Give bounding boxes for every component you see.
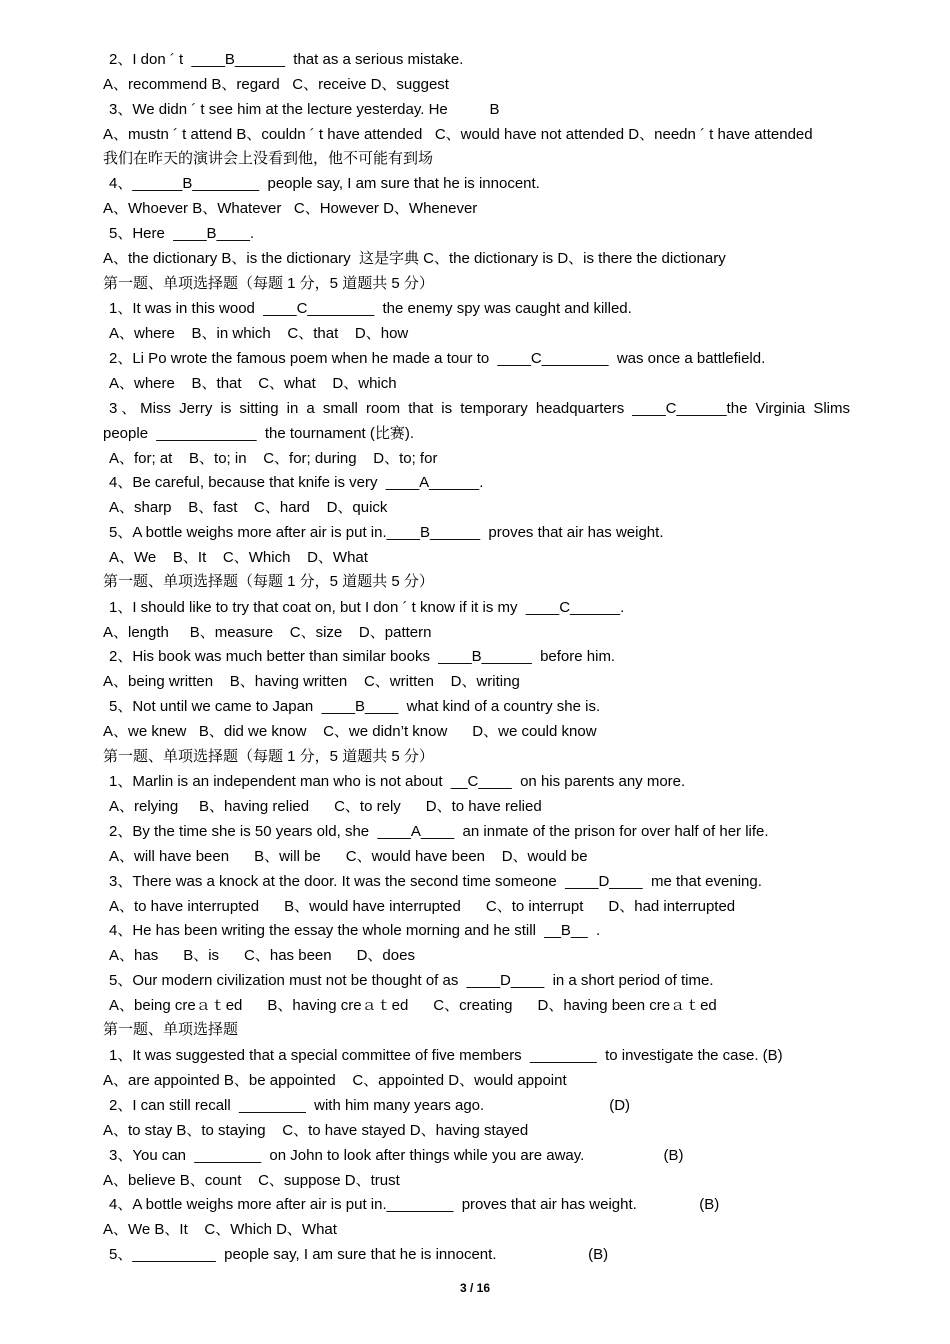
question-text: 1、It was in this wood ____C________ the enemy spy was caught and killed.: [109, 300, 632, 317]
explanation-text: 我们在昨天的演讲会上没看到他，他不可能有到场: [103, 150, 434, 167]
answer-options: A、being creａｔed B、having creａｔed C、creating D、having been creａｔed: [109, 997, 717, 1014]
question-text: 3、Miss Jerry is sitting in a small room that is temporary headquarters ____C______the Virginia Slims: [109, 400, 850, 417]
question-text: 2、Li Po wrote the famous poem when he made a tour to ____C________ was once a battlefield.: [109, 350, 766, 367]
answer-options: A、for; at B、to; in C、for; during D、to; for: [109, 450, 438, 467]
question-text: 1、Marlin is an independent man who is not about __C____ on his parents any more.: [109, 773, 686, 790]
question-text: 2、I don ´ t ____B______ that as a serious mistake.: [109, 51, 464, 68]
answer-options: A、believe B、count C、suppose D、trust: [103, 1172, 400, 1189]
question-text: 2、I can still recall ________ with him many years ago. (D): [109, 1097, 631, 1114]
answer-options: A、We B、It C、Which D、What: [109, 549, 368, 566]
answer-options: A、to have interrupted B、would have interrupted C、to interrupt D、had interrupted: [109, 898, 736, 915]
answer-options: A、relying B、having relied C、to rely D、to have relied: [109, 798, 542, 815]
section-heading: 第一题、单项选择题（每题 1 分，5 道题共 5 分）: [103, 275, 434, 292]
question-text: 3、There was a knock at the door. It was the second time someone ____D____ me that evening.: [109, 873, 762, 890]
question-text: 4、Be careful, because that knife is very ____A______.: [109, 474, 484, 491]
question-text: 1、I should like to try that coat on, but I don ´ t know if it is my ____C______.: [109, 599, 625, 616]
answer-options: A、where B、that C、what D、which: [109, 375, 397, 392]
answer-options: A、Whoever B、Whatever C、However D、Whenever: [103, 200, 478, 217]
question-text: 4、A bottle weighs more after air is put in.________ proves that air has weight. (B): [109, 1196, 720, 1213]
answer-options: A、sharp B、fast C、hard D、quick: [109, 499, 388, 516]
question-text: 4、He has been writing the essay the whole morning and he still __B__ .: [109, 922, 601, 939]
question-text: 1、It was suggested that a special committee of five members ________ to investigate the case. (B): [109, 1047, 783, 1064]
question-text: 5、Our modern civilization must not be thought of as ____D____ in a short period of time.: [109, 972, 714, 989]
question-text: 5、A bottle weighs more after air is put in.____B______ proves that air has weight.: [109, 524, 664, 541]
answer-options: A、we knew B、did we know C、we didn’t know D、we could know: [103, 723, 597, 740]
question-text: 5、Here ____B____.: [109, 225, 255, 242]
answer-options: A、to stay B、to staying C、to have stayed D、having stayed: [103, 1122, 529, 1139]
answer-options: A、length B、measure C、size D、pattern: [103, 624, 432, 641]
question-text: 4、______B________ people say, I am sure that he is innocent.: [109, 175, 540, 192]
answer-options: A、where B、in which C、that D、how: [109, 325, 409, 342]
question-text: 2、His book was much better than similar books ____B______ before him.: [109, 648, 616, 665]
section-heading: 第一题、单项选择题（每题 1 分，5 道题共 5 分）: [103, 573, 434, 590]
question-text: 5、Not until we came to Japan ____B____ what kind of a country she is.: [109, 698, 601, 715]
answer-options: A、being written B、having written C、written D、writing: [103, 673, 520, 690]
question-text: 3、You can ________ on John to look after things while you are away. (B): [109, 1147, 684, 1164]
section-heading: 第一题、单项选择题: [103, 1021, 239, 1038]
question-text-continued: people ____________ the tournament (比赛).: [103, 425, 415, 442]
answer-options: A、We B、It C、Which D、What: [103, 1221, 337, 1238]
question-text: 2、By the time she is 50 years old, she ____A____ an inmate of the prison for over half of her life.: [109, 823, 769, 840]
answer-options: A、will have been B、will be C、would have been D、would be: [109, 848, 588, 865]
section-heading: 第一题、单项选择题（每题 1 分，5 道题共 5 分）: [103, 748, 434, 765]
question-text: 5、__________ people say, I am sure that he is innocent. (B): [109, 1246, 609, 1263]
question-text: 3、We didn ´ t see him at the lecture yesterday. He B: [109, 101, 500, 118]
answer-options: A、the dictionary B、is the dictionary 这是字典 C、the dictionary is D、is there the dictionary: [103, 250, 726, 267]
answer-options: A、mustn ´ t attend B、couldn ´ t have attended C、would have not attended D、needn ´ t have attended: [103, 126, 813, 143]
answer-options: A、has B、is C、has been D、does: [109, 947, 415, 964]
answer-options: A、recommend B、regard C、receive D、suggest: [103, 76, 449, 93]
page-number: 3 / 16: [459, 1281, 491, 1295]
answer-options: A、are appointed B、be appointed C、appointed D、would appoint: [103, 1072, 567, 1089]
